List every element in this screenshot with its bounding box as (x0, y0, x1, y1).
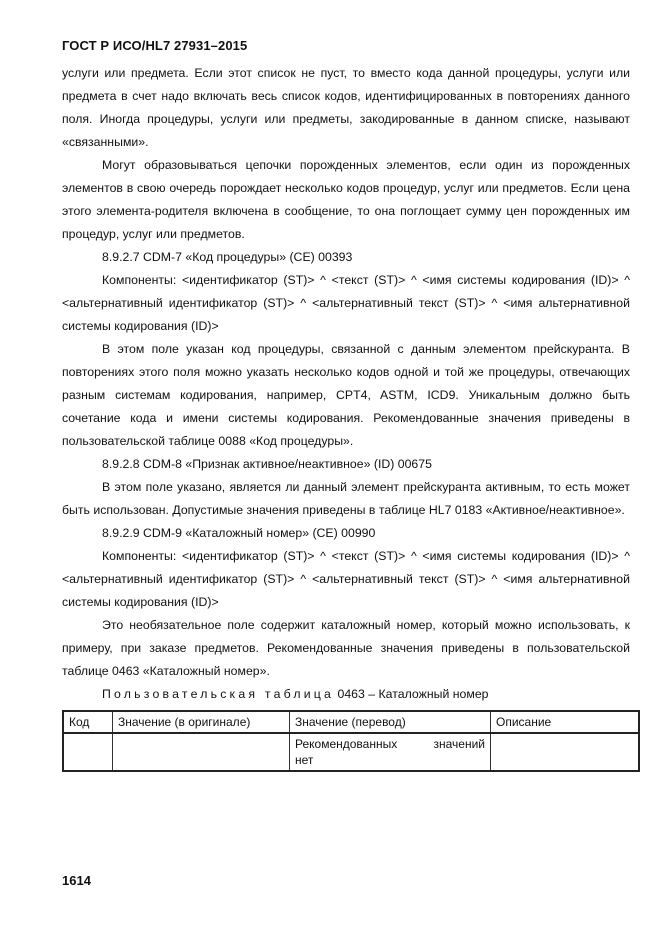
cell-translation (290, 733, 491, 771)
paragraph-active-flag: В этом поле указано, является ли данный элемент прейскуранта активным, то есть может быть использован. Допустимые значения приведены в таблице HL7 0183 «Активное/неактивное». (62, 480, 630, 517)
header-description: Описание (491, 711, 640, 733)
table-caption-rest: 0463 – Каталожный номер (337, 687, 489, 701)
page-number: 1614 (62, 873, 91, 888)
document-header: ГОСТ Р ИСО/HL7 27931–2015 (62, 38, 248, 53)
header-original-value: Значение (в оригинале) (113, 711, 290, 733)
cell-description (491, 733, 640, 771)
table-row (63, 733, 639, 771)
cell-original (113, 733, 290, 771)
section-heading-8-9-2-7: 8.9.2.7 CDM-7 «Код процедуры» (CE) 00393 (102, 250, 353, 264)
paragraph-components-cdm9: Компоненты: <идентификатор (ST)> ^ <текст (ST)> ^ <имя системы кодирования (ID)> ^ <альтернативный идентификатор (ST)> ^ <альтернативный текст (ST)> ^ <имя альтернативной системы кодирования (ID)> (62, 549, 630, 609)
user-table-0463 (62, 710, 640, 772)
table-caption-prefix: Пользовательская таблица (102, 687, 335, 701)
paragraph-continuation: услуги или предмета. Если этот список не пуст, то вместо кода данной процедуры, услуги или предмета в счет надо включать весь список кодов, идентифицированных в повторениях данного поля. Иногда процедуры, услуги или предметы, закодированные в данном списке, называют «связанными». (62, 66, 630, 149)
cell-translation-line1: Рекомендованных значений (295, 737, 485, 751)
cell-translation-line2: нет (295, 753, 314, 767)
section-heading-8-9-2-8: 8.9.2.8 CDM-8 «Признак активное/неактивное» (ID) 00675 (102, 457, 432, 471)
paragraph-catalog-number: Это необязательное поле содержит каталожный номер, который можно использовать, к примеру, при заказе предметов. Рекомендованные значения приведены в пользовательской таблице 0463 «Каталожный номер». (62, 618, 630, 678)
cell-code (63, 733, 113, 771)
header-code: Код (63, 711, 113, 733)
paragraph-components-cdm7: Компоненты: <идентификатор (ST)> ^ <текст (ST)> ^ <имя системы кодирования (ID)> ^ <альтернативный идентификатор (ST)> ^ <альтернативный текст (ST)> ^ <имя альтернативной системы кодирования (ID)> (62, 273, 630, 333)
header-translated-value: Значение (перевод) (290, 711, 491, 733)
table-header-row (63, 711, 639, 733)
paragraph-procedure-code: В этом поле указан код процедуры, связанной с данным элементом прейскуранта. В повторениях этого поля можно указать несколько кодов одной и той же процедуры, отвечающих разным системам кодирования, например, CPT4, ASTM, ICD9. Уникальным должно быть сочетание кода и имени системы кодирования. Рекомендованные значения приведены в пользовательской таблице 0088 «Код процедуры». (62, 342, 630, 448)
page-body (62, 62, 630, 772)
table-caption (102, 683, 630, 706)
paragraph-chains: Могут образовываться цепочки порожденных элементов, если один из порожденных элементов в свою очередь порождает несколько кодов процедур, услуг или предметов. Если цена этого элемента-родителя включена в сообщение, то она поглощает сумму цен порожденных им процедур, услуг или предметов. (62, 158, 630, 241)
section-heading-8-9-2-9: 8.9.2.9 CDM-9 «Каталожный номер» (CE) 00990 (102, 526, 376, 540)
